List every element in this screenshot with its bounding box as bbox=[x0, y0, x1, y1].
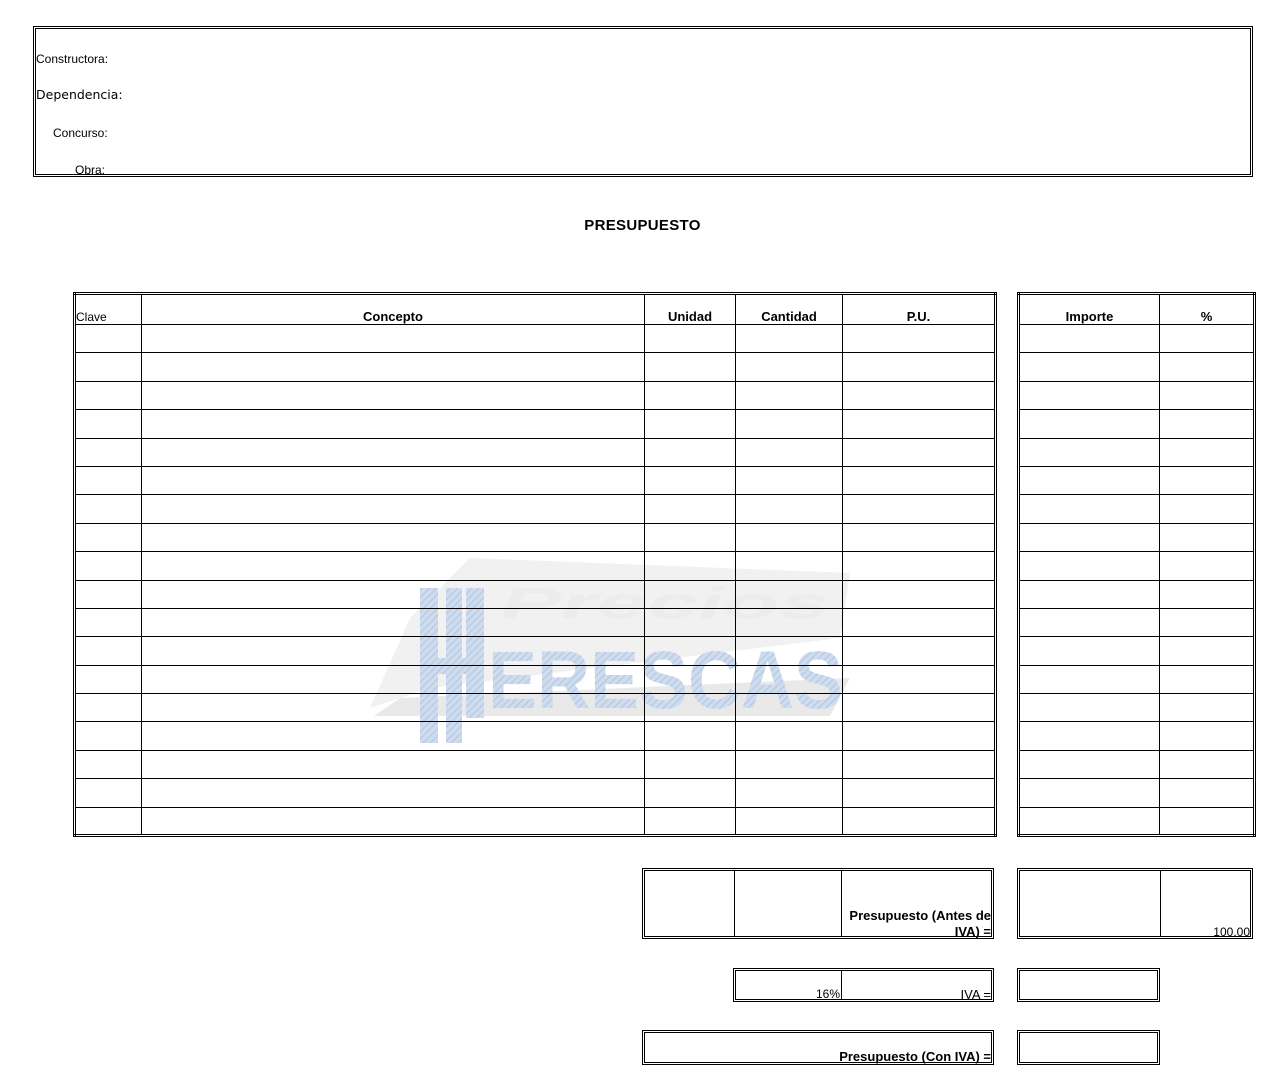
table-cell bbox=[75, 552, 142, 580]
table-row bbox=[75, 552, 996, 580]
table-cell bbox=[645, 807, 736, 835]
table-cell bbox=[843, 325, 996, 353]
table-cell bbox=[142, 779, 645, 807]
table-row bbox=[75, 410, 996, 438]
table-cell bbox=[142, 410, 645, 438]
table-row bbox=[1019, 410, 1255, 438]
column-header-concepto: Concepto bbox=[142, 294, 645, 325]
concurso-label: Concurso: bbox=[53, 126, 108, 140]
table-cell bbox=[142, 466, 645, 494]
table-row bbox=[1019, 466, 1255, 494]
table-row bbox=[1019, 523, 1255, 551]
table-cell bbox=[645, 722, 736, 750]
table-cell bbox=[1160, 523, 1255, 551]
table-cell bbox=[645, 353, 736, 381]
table-row bbox=[1019, 438, 1255, 466]
divider bbox=[841, 871, 842, 936]
table-cell bbox=[736, 438, 843, 466]
table-cell bbox=[1019, 807, 1160, 835]
table-row bbox=[75, 750, 996, 778]
table-row bbox=[75, 637, 996, 665]
table-cell bbox=[75, 779, 142, 807]
table-cell bbox=[75, 637, 142, 665]
subtotal-label-line2: IVA) = bbox=[954, 924, 991, 939]
table-row bbox=[1019, 552, 1255, 580]
table-cell bbox=[75, 580, 142, 608]
svg-text:Precios: Precios bbox=[500, 579, 830, 628]
table-cell bbox=[843, 779, 996, 807]
column-header-unidad: Unidad bbox=[645, 294, 736, 325]
table-cell bbox=[736, 608, 843, 636]
table-cell bbox=[1019, 523, 1160, 551]
table-cell bbox=[1019, 495, 1160, 523]
table-row bbox=[75, 466, 996, 494]
table-cell bbox=[843, 807, 996, 835]
table-row bbox=[75, 580, 996, 608]
table-cell bbox=[75, 722, 142, 750]
table-cell bbox=[843, 353, 996, 381]
table-cell bbox=[843, 637, 996, 665]
table-cell bbox=[75, 523, 142, 551]
table-cell bbox=[1160, 722, 1255, 750]
table-cell bbox=[736, 466, 843, 494]
table-cell bbox=[736, 381, 843, 409]
table-row bbox=[75, 438, 996, 466]
table-cell bbox=[1019, 608, 1160, 636]
table-cell bbox=[736, 779, 843, 807]
table-row bbox=[1019, 381, 1255, 409]
table-cell bbox=[75, 353, 142, 381]
column-header-percent: % bbox=[1160, 294, 1255, 325]
iva-rate-value: 16% bbox=[816, 987, 841, 1001]
table-cell bbox=[645, 665, 736, 693]
table-cell bbox=[1160, 750, 1255, 778]
table-cell bbox=[736, 580, 843, 608]
table-cell bbox=[843, 750, 996, 778]
dependencia-label: Dependencia: bbox=[36, 87, 123, 102]
table-cell bbox=[1019, 438, 1160, 466]
table-cell bbox=[736, 552, 843, 580]
table-row bbox=[75, 353, 996, 381]
importe-table bbox=[1017, 292, 1256, 837]
obra-label: Obra: bbox=[75, 163, 106, 177]
divider bbox=[1160, 871, 1161, 936]
table-cell bbox=[75, 438, 142, 466]
table-cell bbox=[142, 438, 645, 466]
table-cell bbox=[645, 552, 736, 580]
table-cell bbox=[1019, 410, 1160, 438]
svg-text:ERESCAS: ERESCAS bbox=[488, 635, 843, 726]
table-cell bbox=[645, 410, 736, 438]
table-row bbox=[1019, 694, 1255, 722]
table-cell bbox=[1160, 694, 1255, 722]
budget-table-body bbox=[75, 325, 996, 836]
table-cell bbox=[645, 523, 736, 551]
table-cell bbox=[645, 637, 736, 665]
table-cell bbox=[645, 438, 736, 466]
table-cell bbox=[1160, 580, 1255, 608]
table-cell bbox=[75, 694, 142, 722]
table-cell bbox=[736, 410, 843, 438]
table-cell bbox=[1019, 637, 1160, 665]
table-cell bbox=[843, 381, 996, 409]
table-row bbox=[1019, 779, 1255, 807]
table-row bbox=[75, 381, 996, 409]
table-cell bbox=[142, 523, 645, 551]
table-cell bbox=[843, 694, 996, 722]
table-cell bbox=[1019, 722, 1160, 750]
table-cell bbox=[75, 410, 142, 438]
table-row bbox=[1019, 353, 1255, 381]
table-cell bbox=[645, 466, 736, 494]
table-cell bbox=[736, 722, 843, 750]
table-cell bbox=[142, 325, 645, 353]
table-cell bbox=[736, 694, 843, 722]
table-row bbox=[1019, 637, 1255, 665]
table-cell bbox=[142, 637, 645, 665]
document-title: PRESUPUESTO bbox=[584, 217, 701, 234]
header-info-box bbox=[33, 26, 1253, 177]
table-row bbox=[75, 807, 996, 835]
table-cell bbox=[142, 552, 645, 580]
iva-amount-cell bbox=[1017, 968, 1160, 1002]
table-row bbox=[1019, 495, 1255, 523]
table-cell bbox=[1160, 807, 1255, 835]
table-cell bbox=[736, 807, 843, 835]
table-cell bbox=[1019, 694, 1160, 722]
total-row bbox=[642, 1030, 994, 1065]
table-cell bbox=[736, 325, 843, 353]
table-row bbox=[1019, 750, 1255, 778]
percent-total-value: 100.00 bbox=[1213, 925, 1250, 939]
table-cell bbox=[736, 665, 843, 693]
table-cell bbox=[1019, 665, 1160, 693]
table-cell bbox=[142, 694, 645, 722]
table-cell bbox=[645, 495, 736, 523]
table-cell bbox=[75, 466, 142, 494]
table-row bbox=[1019, 325, 1255, 353]
table-cell bbox=[142, 807, 645, 835]
table-cell bbox=[1019, 466, 1160, 494]
table-cell bbox=[843, 722, 996, 750]
table-cell bbox=[645, 608, 736, 636]
table-cell bbox=[1160, 353, 1255, 381]
column-header-importe: Importe bbox=[1019, 294, 1160, 325]
table-row bbox=[75, 694, 996, 722]
table-cell bbox=[1160, 608, 1255, 636]
table-row bbox=[75, 325, 996, 353]
table-cell bbox=[843, 466, 996, 494]
column-header-pu: P.U. bbox=[843, 294, 996, 325]
table-cell bbox=[142, 665, 645, 693]
table-cell bbox=[736, 353, 843, 381]
divider bbox=[841, 971, 842, 999]
table-cell bbox=[1160, 438, 1255, 466]
table-cell bbox=[1160, 381, 1255, 409]
table-cell bbox=[75, 750, 142, 778]
table-row bbox=[75, 495, 996, 523]
subtotal-row-right bbox=[1017, 868, 1253, 939]
table-cell bbox=[75, 608, 142, 636]
table-cell bbox=[645, 750, 736, 778]
table-row bbox=[75, 608, 996, 636]
table-cell bbox=[142, 580, 645, 608]
total-amount-cell bbox=[1017, 1030, 1160, 1065]
table-cell bbox=[736, 637, 843, 665]
table-cell bbox=[1160, 466, 1255, 494]
table-cell bbox=[1019, 552, 1160, 580]
column-header-cantidad: Cantidad bbox=[736, 294, 843, 325]
table-cell bbox=[1160, 637, 1255, 665]
table-row bbox=[75, 523, 996, 551]
table-cell bbox=[1160, 552, 1255, 580]
table-cell bbox=[1160, 665, 1255, 693]
table-cell bbox=[645, 381, 736, 409]
table-cell bbox=[142, 495, 645, 523]
table-cell bbox=[1019, 325, 1160, 353]
budget-table bbox=[73, 292, 997, 837]
table-cell bbox=[142, 722, 645, 750]
divider bbox=[734, 871, 735, 936]
table-cell bbox=[75, 381, 142, 409]
table-cell bbox=[1160, 410, 1255, 438]
table-cell bbox=[645, 580, 736, 608]
constructora-label: Constructora: bbox=[36, 52, 109, 66]
table-cell bbox=[75, 807, 142, 835]
table-cell bbox=[75, 495, 142, 523]
iva-label: IVA = bbox=[960, 987, 991, 1002]
subtotal-row-left bbox=[642, 868, 994, 939]
table-cell bbox=[736, 523, 843, 551]
table-cell bbox=[1019, 381, 1160, 409]
table-cell bbox=[1019, 750, 1160, 778]
table-row bbox=[1019, 608, 1255, 636]
table-cell bbox=[142, 381, 645, 409]
table-row bbox=[1019, 665, 1255, 693]
table-cell bbox=[1160, 495, 1255, 523]
table-row bbox=[75, 722, 996, 750]
importe-table-body bbox=[1019, 325, 1255, 836]
table-cell bbox=[843, 580, 996, 608]
total-label: Presupuesto (Con IVA) = bbox=[839, 1049, 991, 1064]
table-row bbox=[1019, 580, 1255, 608]
table-cell bbox=[75, 665, 142, 693]
importe-table-header bbox=[1019, 294, 1255, 325]
table-cell bbox=[843, 523, 996, 551]
table-cell bbox=[843, 438, 996, 466]
budget-table-header bbox=[75, 294, 996, 325]
table-cell bbox=[843, 665, 996, 693]
iva-row bbox=[733, 968, 994, 1002]
table-cell bbox=[1160, 779, 1255, 807]
column-header-clave: Clave bbox=[75, 294, 142, 325]
table-cell bbox=[1019, 779, 1160, 807]
table-cell bbox=[736, 750, 843, 778]
table-cell bbox=[843, 608, 996, 636]
table-cell bbox=[843, 410, 996, 438]
table-cell bbox=[142, 353, 645, 381]
table-cell bbox=[843, 495, 996, 523]
table-row bbox=[75, 779, 996, 807]
table-cell bbox=[645, 325, 736, 353]
subtotal-label-line1: Presupuesto (Antes de bbox=[849, 908, 991, 923]
table-cell bbox=[142, 750, 645, 778]
table-cell bbox=[75, 325, 142, 353]
table-cell bbox=[843, 552, 996, 580]
table-row bbox=[1019, 807, 1255, 835]
table-cell bbox=[645, 779, 736, 807]
table-row bbox=[1019, 722, 1255, 750]
table-cell bbox=[142, 608, 645, 636]
table-row bbox=[75, 665, 996, 693]
table-cell bbox=[1019, 580, 1160, 608]
table-cell bbox=[1019, 353, 1160, 381]
table-cell bbox=[645, 694, 736, 722]
table-cell bbox=[1160, 325, 1255, 353]
table-cell bbox=[736, 495, 843, 523]
